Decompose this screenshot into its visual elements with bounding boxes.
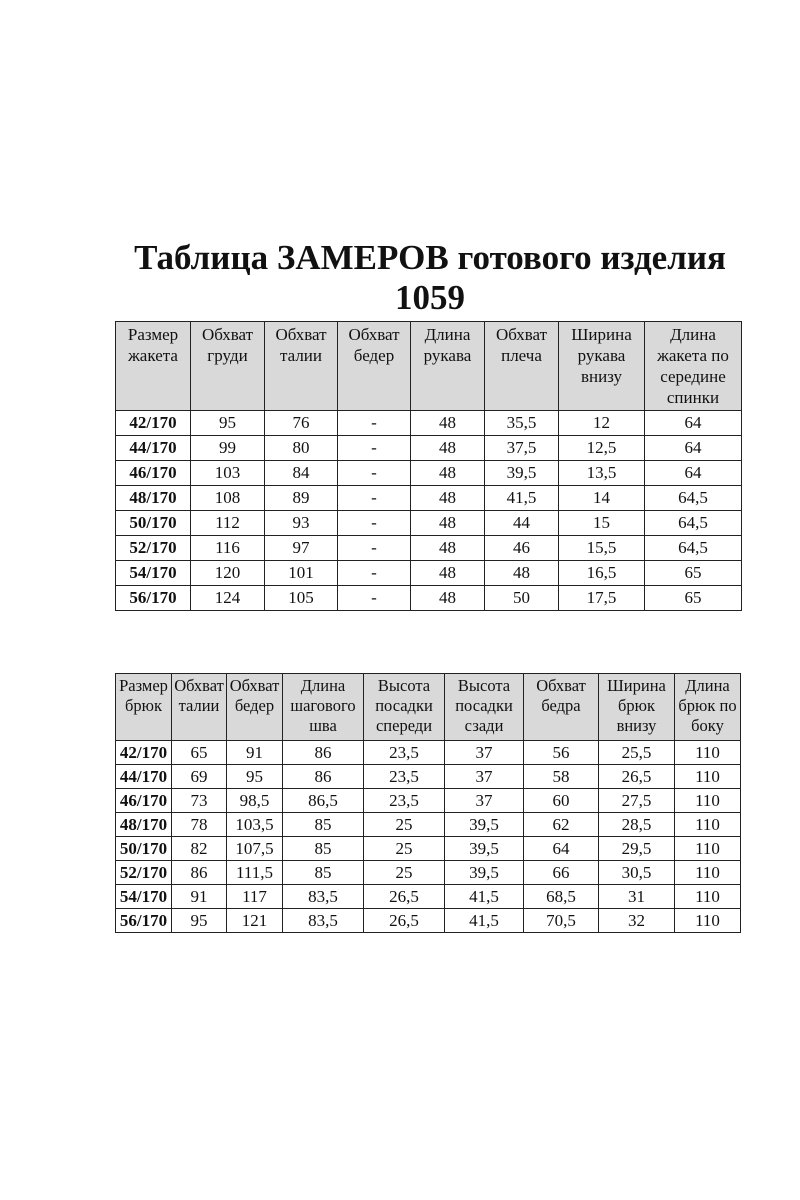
pants-value-cell: 39,5 [445,813,524,837]
jacket-value-cell: 116 [191,536,265,561]
pants-header-text: бедра [541,696,581,715]
jacket-value-cell: 15 [559,511,645,536]
jacket-value-cell: 37,5 [485,436,559,461]
jacket-value-cell: 48 [411,536,485,561]
jacket-value-cell: 64 [645,411,742,436]
pants-value-cell: 60 [524,789,599,813]
pants-value-cell: 95 [172,909,227,933]
pants-header-cell [364,674,445,741]
pants-value-cell: 107,5 [227,837,283,861]
pants-value-cell: 41,5 [445,909,524,933]
jacket-table-row [116,561,742,586]
pants-value-cell: 29,5 [599,837,675,861]
pants-value-cell: 28,5 [599,813,675,837]
pants-value-cell: 30,5 [599,861,675,885]
pants-value-cell: 23,5 [364,765,445,789]
jacket-size-cell: 56/170 [116,586,191,611]
jacket-value-cell: 46 [485,536,559,561]
pants-value-cell: 68,5 [524,885,599,909]
pants-size-cell: 56/170 [116,909,172,933]
pants-value-cell: 110 [675,885,741,909]
jacket-value-cell: 48 [411,461,485,486]
jacket-value-cell: 35,5 [485,411,559,436]
pants-value-cell: 111,5 [227,861,283,885]
jacket-value-cell: 64,5 [645,486,742,511]
jacket-value-cell: 65 [645,561,742,586]
jacket-value-cell: 65 [645,586,742,611]
jacket-value-cell: - [338,436,411,461]
jacket-table-row [116,436,742,461]
jacket-value-cell: 112 [191,511,265,536]
jacket-header-text: бедер [353,346,395,365]
jacket-value-cell: 64,5 [645,511,742,536]
jacket-value-cell: 108 [191,486,265,511]
pants-value-cell: 85 [283,813,364,837]
pants-header-cell [283,674,364,741]
pants-value-cell: 56 [524,741,599,765]
pants-header-text: Обхват [536,676,586,695]
pants-header-text: внизу [616,716,657,735]
jacket-value-cell: - [338,511,411,536]
pants-value-cell: 41,5 [445,885,524,909]
jacket-header-text: Обхват [275,325,327,344]
jacket-value-cell: 48 [411,586,485,611]
jacket-value-cell: 120 [191,561,265,586]
jacket-value-cell: 39,5 [485,461,559,486]
jacket-header-text: жакета по [657,346,729,365]
jacket-value-cell: 16,5 [559,561,645,586]
jacket-value-cell: 48 [411,486,485,511]
pants-size-cell: 54/170 [116,885,172,909]
jacket-value-cell: - [338,461,411,486]
pants-header-text: талии [178,696,220,715]
jacket-table-row [116,586,742,611]
jacket-value-cell: 48 [411,561,485,586]
jacket-value-cell: 48 [485,561,559,586]
jacket-table-row [116,536,742,561]
pants-header-text: боку [691,716,724,735]
jacket-header-text: внизу [580,367,623,386]
jacket-value-cell: - [338,411,411,436]
pants-header-row [116,674,741,741]
pants-header-text: Высота [457,676,511,695]
pants-value-cell: 103,5 [227,813,283,837]
jacket-value-cell: 105 [265,586,338,611]
jacket-header-text: талии [279,346,322,365]
pants-value-cell: 91 [172,885,227,909]
jacket-header-cell [411,322,485,411]
jacket-header-text: жакета [128,346,178,365]
jacket-value-cell: 103 [191,461,265,486]
jacket-value-cell: - [338,486,411,511]
jacket-value-cell: 64,5 [645,536,742,561]
jacket-header-text: спинки [666,388,720,407]
jacket-header-text: груди [207,346,248,365]
pants-header-cell [116,674,172,741]
pants-value-cell: 37 [445,741,524,765]
jacket-header-text: рукава [423,346,472,365]
pants-table-row [116,765,741,789]
jacket-value-cell: 48 [411,436,485,461]
jacket-header-text: Размер [127,325,179,344]
jacket-value-cell: - [338,561,411,586]
pants-header-text: брюк [618,696,655,715]
pants-header-text: шва [309,716,337,735]
pants-header-text: брюк [125,696,162,715]
pants-value-cell: 62 [524,813,599,837]
pants-header-text: посадки [455,696,513,715]
pants-header-text: Обхват [174,676,224,695]
jacket-header-text: Длина [424,325,471,344]
pants-size-cell: 48/170 [116,813,172,837]
jacket-value-cell: 101 [265,561,338,586]
pants-value-cell: 37 [445,765,524,789]
pants-value-cell: 121 [227,909,283,933]
jacket-value-cell: 15,5 [559,536,645,561]
jacket-size-cell: 46/170 [116,461,191,486]
jacket-size-cell: 54/170 [116,561,191,586]
jacket-table-row [116,411,742,436]
pants-size-cell: 50/170 [116,837,172,861]
pants-header-text: Размер [119,676,168,695]
pants-value-cell: 73 [172,789,227,813]
jacket-header-text: Длина [670,325,716,344]
pants-value-cell: 110 [675,861,741,885]
pants-value-cell: 82 [172,837,227,861]
pants-value-cell: 39,5 [445,837,524,861]
jacket-header-cell [338,322,411,411]
pants-header-text: шагового [290,696,356,715]
jacket-value-cell: 84 [265,461,338,486]
jacket-value-cell: 89 [265,486,338,511]
pants-value-cell: 91 [227,741,283,765]
pants-value-cell: 85 [283,837,364,861]
pants-value-cell: 69 [172,765,227,789]
pants-value-cell: 110 [675,837,741,861]
pants-value-cell: 65 [172,741,227,765]
jacket-value-cell: 41,5 [485,486,559,511]
pants-value-cell: 39,5 [445,861,524,885]
pants-header-cell [675,674,741,741]
pants-table-row [116,885,741,909]
pants-header-text: Обхват [229,676,280,695]
pants-header-text: бедер [234,696,275,715]
pants-value-cell: 58 [524,765,599,789]
jacket-value-cell: - [338,586,411,611]
pants-header-cell [524,674,599,741]
pants-value-cell: 66 [524,861,599,885]
pants-value-cell: 32 [599,909,675,933]
pants-value-cell: 98,5 [227,789,283,813]
jacket-value-cell: 93 [265,511,338,536]
pants-table-row [116,741,741,765]
pants-measurements-table [115,673,741,933]
pants-header-cell [599,674,675,741]
pants-value-cell: 26,5 [599,765,675,789]
jacket-value-cell: 80 [265,436,338,461]
pants-size-cell: 42/170 [116,741,172,765]
pants-value-cell: 110 [675,789,741,813]
pants-value-cell: 23,5 [364,741,445,765]
jacket-value-cell: 64 [645,461,742,486]
jacket-value-cell: 99 [191,436,265,461]
pants-value-cell: 86 [283,741,364,765]
jacket-value-cell: 14 [559,486,645,511]
pants-value-cell: 86 [172,861,227,885]
jacket-header-text: Ширина [571,325,632,344]
pants-value-cell: 78 [172,813,227,837]
pants-value-cell: 23,5 [364,789,445,813]
pants-value-cell: 26,5 [364,909,445,933]
jacket-value-cell: 50 [485,586,559,611]
pants-value-cell: 26,5 [364,885,445,909]
pants-value-cell: 64 [524,837,599,861]
jacket-value-cell: 64 [645,436,742,461]
pants-value-cell: 25 [364,837,445,861]
pants-value-cell: 25,5 [599,741,675,765]
jacket-header-cell [485,322,559,411]
pants-header-cell [227,674,283,741]
pants-value-cell: 117 [227,885,283,909]
jacket-measurements-table [115,321,742,611]
pants-value-cell: 95 [227,765,283,789]
jacket-value-cell: - [338,536,411,561]
jacket-header-cell [645,322,742,411]
jacket-header-text: плеча [501,346,542,365]
jacket-table-row [116,511,742,536]
pants-header-cell [172,674,227,741]
pants-size-cell: 46/170 [116,789,172,813]
pants-header-text: Ширина [607,676,666,695]
pants-value-cell: 70,5 [524,909,599,933]
pants-value-cell: 110 [675,813,741,837]
pants-header-cell [445,674,524,741]
jacket-header-text: Обхват [348,325,400,344]
jacket-value-cell: 48 [411,511,485,536]
pants-header-text: брюк по [678,696,737,715]
pants-table-row [116,861,741,885]
jacket-size-cell: 44/170 [116,436,191,461]
jacket-value-cell: 95 [191,411,265,436]
pants-header-text: Длина [685,676,730,695]
jacket-header-text: середине [660,367,726,386]
jacket-value-cell: 12,5 [559,436,645,461]
pants-size-cell: 44/170 [116,765,172,789]
pants-value-cell: 110 [675,741,741,765]
pants-header-text: Длина [300,676,346,695]
jacket-value-cell: 12 [559,411,645,436]
jacket-value-cell: 48 [411,411,485,436]
pants-header-text: посадки [375,696,433,715]
jacket-value-cell: 124 [191,586,265,611]
pants-value-cell: 27,5 [599,789,675,813]
pants-size-cell: 52/170 [116,861,172,885]
pants-value-cell: 85 [283,861,364,885]
jacket-value-cell: 17,5 [559,586,645,611]
jacket-header-text: рукава [577,346,626,365]
jacket-header-cell [191,322,265,411]
jacket-table-row [116,461,742,486]
jacket-value-cell: 76 [265,411,338,436]
pants-value-cell: 83,5 [283,909,364,933]
pants-value-cell: 25 [364,861,445,885]
jacket-header-cell [116,322,191,411]
pants-table-row [116,909,741,933]
pants-table-body [116,741,741,933]
pants-header-text: Высота [377,676,431,695]
jacket-table-row [116,486,742,511]
jacket-header-row [116,322,742,411]
pants-value-cell: 31 [599,885,675,909]
model-number: 1059 [395,278,465,317]
jacket-size-cell: 42/170 [116,411,191,436]
jacket-size-cell: 48/170 [116,486,191,511]
pants-value-cell: 86 [283,765,364,789]
pants-table-row [116,813,741,837]
pants-table-row [116,837,741,861]
pants-value-cell: 110 [675,909,741,933]
pants-value-cell: 83,5 [283,885,364,909]
jacket-header-text: Обхват [495,325,548,344]
jacket-size-cell: 50/170 [116,511,191,536]
pants-header-text: сзади [464,716,504,735]
pants-table-row [116,789,741,813]
jacket-value-cell: 97 [265,536,338,561]
document-title: Таблица ЗАМЕРОВ готового изделия [134,238,726,277]
jacket-header-cell [559,322,645,411]
pants-header-text: спереди [375,716,433,735]
pants-value-cell: 25 [364,813,445,837]
jacket-value-cell: 44 [485,511,559,536]
jacket-value-cell: 13,5 [559,461,645,486]
jacket-header-text: Обхват [201,325,254,344]
jacket-header-cell [265,322,338,411]
pants-value-cell: 110 [675,765,741,789]
jacket-table-body [116,411,742,611]
pants-value-cell: 37 [445,789,524,813]
jacket-size-cell: 52/170 [116,536,191,561]
pants-value-cell: 86,5 [283,789,364,813]
